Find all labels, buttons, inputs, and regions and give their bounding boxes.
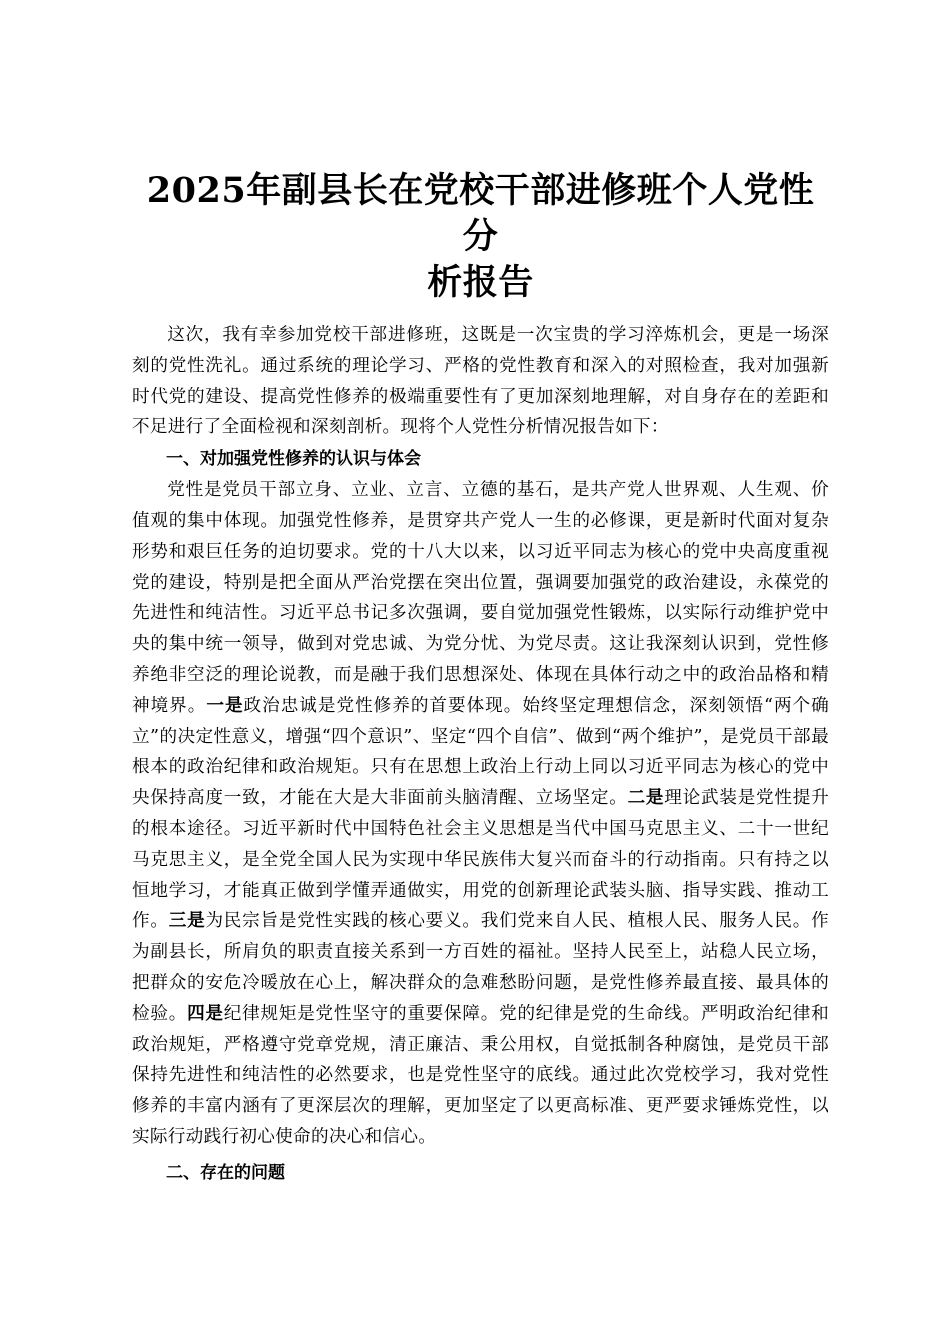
title-line-1: 2025年副县长在党校干部进修班个人党性分 [146,170,815,257]
point-4-text: 纪律规矩是党性坚守的重要保障。党的纪律是党的生命线。严明政治纪律和政治规矩，严格遵守党章党规，清正廉洁、秉公用权，自觉抵制各种腐蚀，是党员干部保持先进性和纯洁性的必然要求，也是党性坚守的底线。通过此次党校学习，我对党性修养的丰富内涵有了更深层次的理解，更加坚定了以更高标准、更严要求锤炼党性，以实际行动践行初心使命的决心和信心。 [132,1003,829,1147]
section-1-heading: 一、对加强党性修养的认识与体会 [166,449,421,470]
point-3-label: 三是 [168,911,206,932]
document-title [132,168,829,306]
point-4-label: 四是 [187,1003,224,1024]
document-page [132,168,829,1189]
intro-paragraph: 这次，我有幸参加党校干部进修班，这既是一次宝贵的学习淬炼机会，更是一场深刻的党性洗礼。通过系统的理论学习、严格的党性教育和深入的对照检查，我对加强新时代党的建设、提高党性修养的极端重要性有了更加深刻地理解，对自身存在的差距和不足进行了全面检视和深刻剖析。现将个人党性分析情况报告如下： [132,325,829,438]
point-3-text: 为民宗旨是党性实践的核心要义。我们党来自人民、植根人民、服务人民。作为副县长，所肩负的职责直接关系到一方百姓的福祉。坚持人民至上，站稳人民立场，把群众的安危冷暖放在心上，解决群众的急难愁盼问题，是党性修养最直接、最具体的检验。 [132,911,829,1024]
point-2-label: 二是 [627,788,665,809]
title-line-2: 析报告 [427,262,534,303]
point-1-text: 政治忠诚是党性修养的首要体现。始终坚定理想信念，深刻领悟“两个确立”的决定性意义，增强“四个意识”、坚定“四个自信”、做到“两个维护”，是党员干部最根本的政治纪律和政治规矩。只有在思想上政治上行动上同以习近平同志为核心的党中央保持高度一致，才能在大是大非面前头脑清醒、立场坚定。 [132,695,830,809]
section-1-paragraph [132,475,829,1153]
point-2-text: 理论武装是党性提升的根本途径。习近平新时代中国特色社会主义思想是当代中国马克思主义、二十一世纪马克思主义，是全党全国人民为实现中华民族伟大复兴而奋斗的行动指南。只有持之以恒地学习，才能真正做到学懂弄通做实，用党的创新理论武装头脑、指导实践、推动工作。 [132,788,830,932]
point-1-label: 一是 [206,695,244,716]
section-1-text-intro: 党性是党员干部立身、立业、立言、立德的基石，是共产党人世界观、人生观、价值观的集中体现。加强党性修养，是贯穿共产党人一生的必修课，更是新时代面对复杂形势和艰巨任务的迫切要求。党的十八大以来，以习近平同志为核心的党中央高度重视党的建设，特别是把全面从严治党摆在突出位置，强调要加强党的政治建设，永葆党的先进性和纯洁性。习近平总书记多次强调，要自觉加强党性锻炼，以实际行动维护党中央的集中统一领导，做到对党忠诚、为党分忧、为党尽责。这让我深刻认识到，党性修养绝非空泛的理论说教，而是融于我们思想深处、体现在具体行动之中的政治品格和精神境界。 [132,480,829,716]
section-2-heading: 二、存在的问题 [166,1162,285,1183]
